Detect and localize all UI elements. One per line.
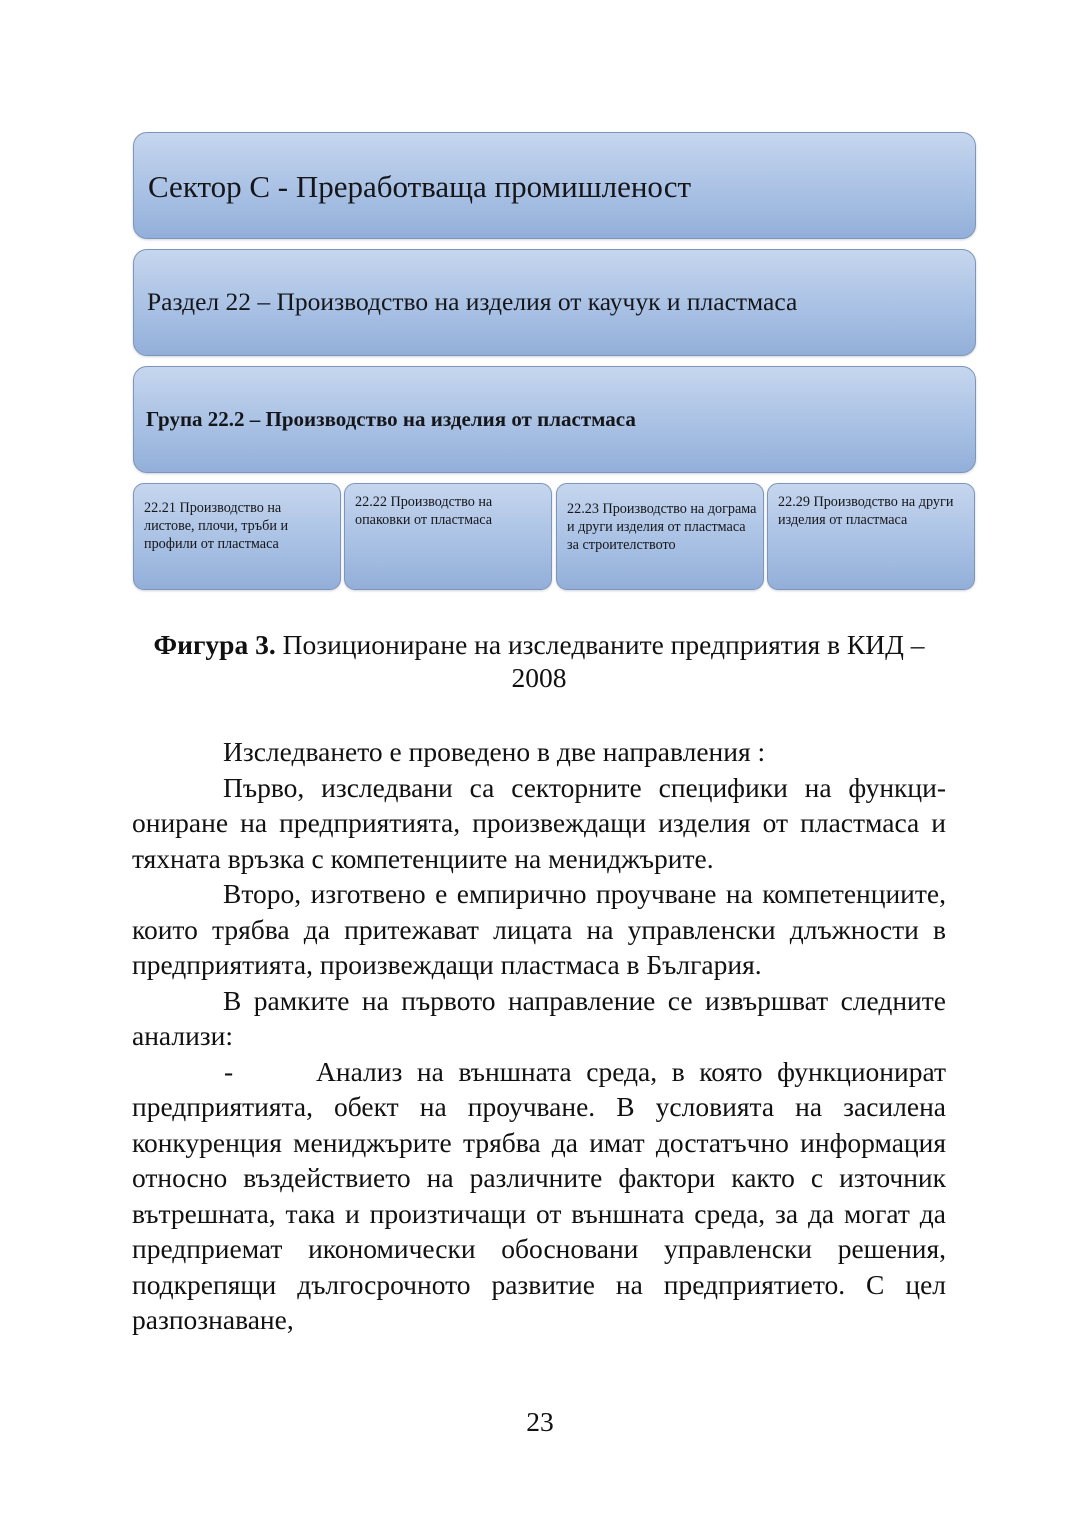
class-label-22-21: 22.21 Производство на листове, плочи, тръби и профили от пластмаса <box>144 500 289 552</box>
figure-caption <box>130 628 948 694</box>
division-label: Раздел 22 – Производство на изделия от каучук и пластмаса <box>147 287 798 316</box>
class-label-22-22: 22.22 Производство на опаковки от пластмаса <box>355 494 493 528</box>
page-number: 23 <box>526 1406 554 1437</box>
class-label-22-29: 22.29 Производство на други изделия от пластмаса <box>778 494 954 528</box>
group-box <box>133 366 976 473</box>
class-box-22-21 <box>133 483 341 590</box>
group-label: Група 22.2 – Производство на изделия от пластмаса <box>146 407 636 431</box>
class-box-22-23 <box>556 483 764 590</box>
paragraph-3: Второ, изготвено е емпирично проучване на компетенциите, които трябва да притежават лицата на управленски длъжности в предприятията, произвеждащи пластмаса в България. <box>132 878 946 980</box>
division-box <box>133 249 976 356</box>
paragraph-1: Изследването е проведено в две направления : <box>223 736 766 767</box>
bullet-paragraph <box>132 1054 946 1338</box>
class-label-22-23: 22.23 Производство на дограма и други изделия от пластмаса за строителството <box>567 501 757 553</box>
body-text <box>132 734 946 1338</box>
figure-caption-text: Позициониране на изследваните предприятия в КИД – 2008 <box>275 629 925 693</box>
class-box-22-22 <box>344 483 552 590</box>
paragraph-4: В рамките на първото направление се извършват следните анализи: <box>132 984 946 1051</box>
paragraph-2: Първо, изследвани са секторните специфики на функциониране на предприятията, произвеждащи изделия от пластмаса и тяхната връзка с компетенциите на мениджърите. <box>132 771 946 874</box>
kid-2008-hierarchy-diagram <box>133 132 976 590</box>
sector-box <box>133 132 976 239</box>
bullet-text: Анализ на външната среда, в която функционират предприятията, обект на проучване. В условията на засилена конкуренция мениджърите трябва да имат достатъчно информация относно въздействието на различните фактори както с източник вътрешната, така и произтичащи от външната среда, за да могат да предприемат икономически обосновани управленски решения, подкрепящи дългосрочното развитие на предприятието. С цел разпознаване, <box>132 1055 946 1335</box>
sector-label: Сектор С - Преработваща промишленост <box>148 169 692 204</box>
class-box-22-29 <box>767 483 975 590</box>
bullet-marker: - <box>224 1055 234 1087</box>
figure-caption-label: Фигура 3. <box>153 629 276 660</box>
